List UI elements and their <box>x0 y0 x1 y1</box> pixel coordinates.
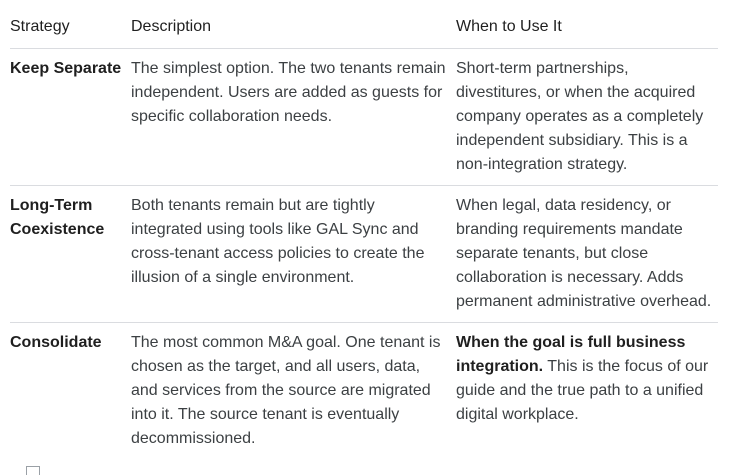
strategy-consolidate: Consolidate <box>10 334 102 351</box>
partial-icon <box>26 466 40 475</box>
description-long-term-coexistence: Both tenants remain but are tightly integrated using tools like GAL Sync and cross-tenant access policies to create the illusion of a single environment. <box>131 197 425 286</box>
header-description: Description <box>131 18 212 35</box>
strategy-long-term-coexistence: Long-Term Coexistence <box>10 197 105 238</box>
table-row <box>10 186 718 323</box>
when-text-long-term-coexistence: When legal, data residency, or branding requirements mandate separate tenants, but close collaboration is necessary. Adds permanent administrative overhead. <box>456 197 712 310</box>
when-consolidate <box>456 323 718 459</box>
when-text-consolidate: This is the focus of our guide and the true path to a unified digital workplace. <box>456 358 709 423</box>
table-header-row <box>10 14 718 49</box>
when-long-term-coexistence <box>456 186 718 322</box>
description-keep-separate: The simplest option. The two tenants remain independent. Users are added as guests for specific collaboration needs. <box>131 60 446 125</box>
strategy-table <box>10 14 718 459</box>
when-bold-consolidate: When the goal is full business integration. <box>456 334 686 375</box>
header-when-to-use: When to Use It <box>456 18 562 35</box>
when-keep-separate <box>456 49 718 185</box>
strategy-keep-separate: Keep Separate <box>10 60 122 77</box>
description-consolidate: The most common M&A goal. One tenant is chosen as the target, and all users, data, and services from the source are migrated into it. The source tenant is eventually decommissioned. <box>131 334 441 447</box>
table-row <box>10 323 718 459</box>
table-row <box>10 49 718 186</box>
header-strategy: Strategy <box>10 18 70 35</box>
when-text-keep-separate: Short-term partnerships, divestitures, or when the acquired company operates as a completely independent subsidiary. This is a non-integration strategy. <box>456 60 704 173</box>
